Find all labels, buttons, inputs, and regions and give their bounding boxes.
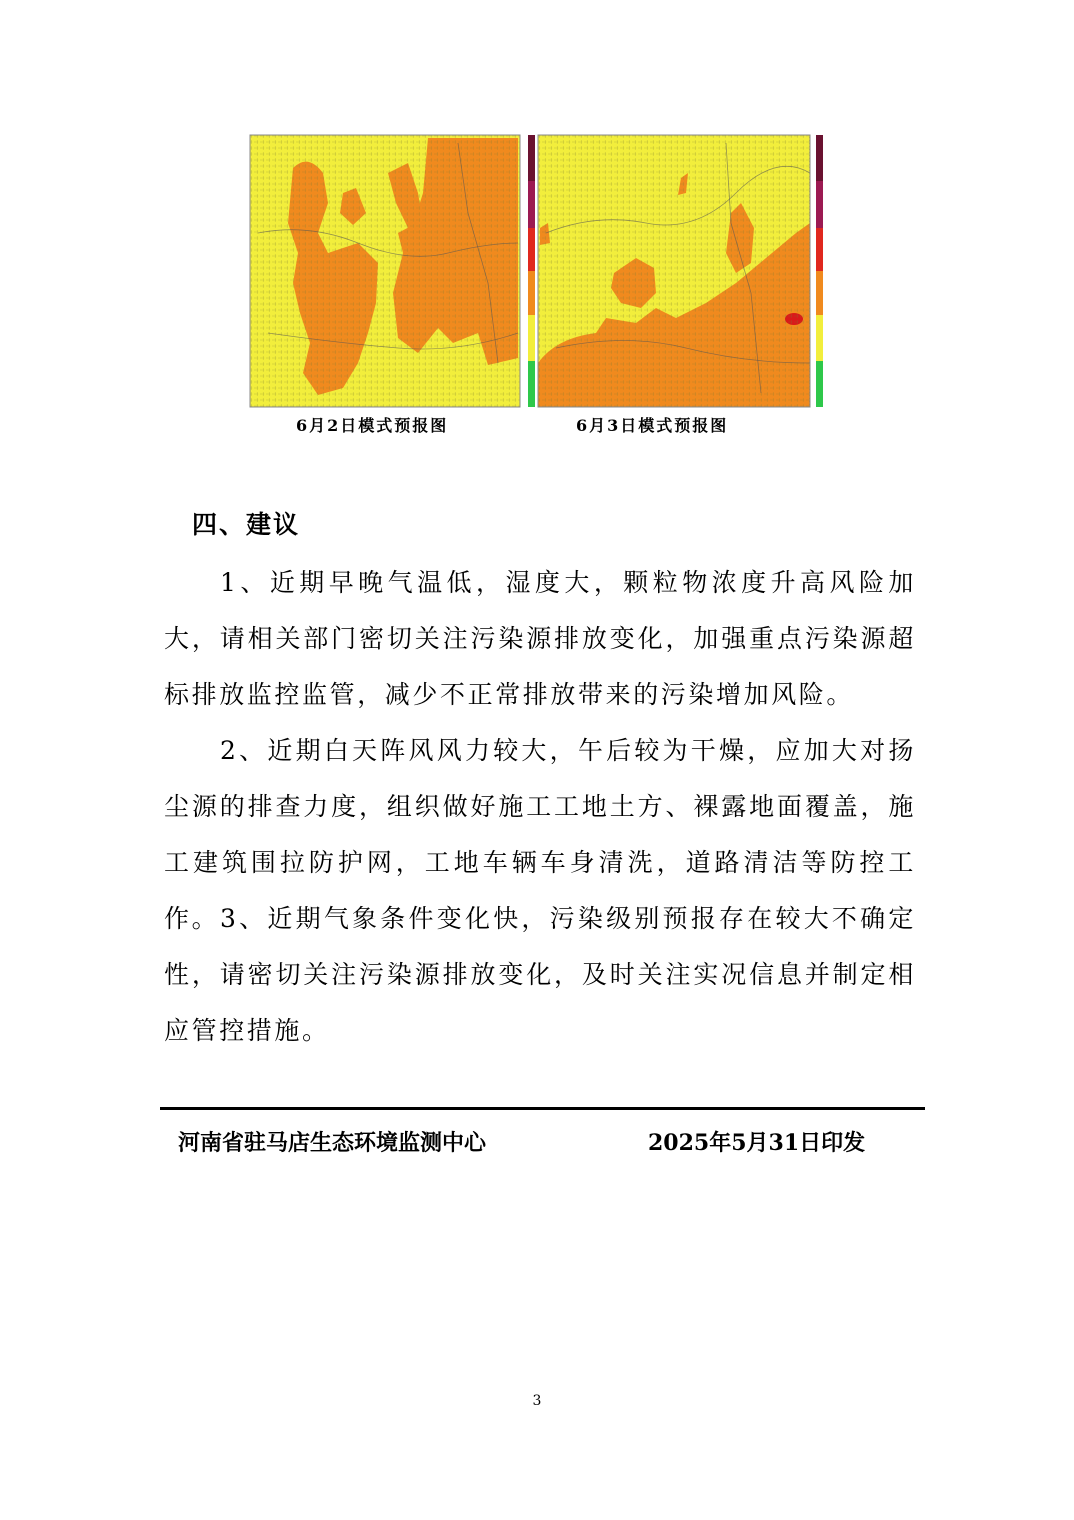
figure-caption-june-3: 6月3日模式预报图	[576, 416, 729, 435]
suggestion-paragraph-1: 1、近期早晚气温低，湿度大，颗粒物浓度升高风险加大，请相关部门密切关注污染源排放变化，加强重点污染源超标排放监控监管，减少不正常排放带来的污染增加风险。	[164, 568, 916, 709]
color-legend-bar	[528, 135, 535, 407]
forecast-map-june-2	[248, 133, 540, 409]
forecast-map-june-2-image	[248, 133, 540, 409]
suggestion-paragraph-2: 2、近期白天阵风风力较大，午后较为干燥，应加大对扬尘源的排查力度，组织做好施工工地土方、裸露地面覆盖，施工建筑围拉防护网，工地车辆车身清洗，道路清洁等防控工作。	[164, 736, 916, 933]
suggestion-paragraph-3: 3、近期气象条件变化快，污染级别预报存在较大不确定性，请密切关注污染源排放变化，及时关注实况信息并制定相应管控措施。	[164, 904, 916, 1045]
section-heading: 四、建议	[192, 510, 301, 539]
figure-caption-june-2: 6月2日模式预报图	[296, 416, 449, 435]
footer-divider	[160, 1107, 925, 1110]
wind-vector-field	[250, 135, 520, 407]
page-number: 3	[532, 1393, 542, 1409]
wind-vector-field	[538, 135, 810, 407]
color-legend-bar	[816, 135, 823, 407]
issuer-name: 河南省驻马店生态环境监测中心	[178, 1130, 487, 1156]
forecast-map-june-3	[536, 133, 828, 409]
forecast-map-june-3-image	[536, 133, 828, 409]
issue-date: 2025年5月31日印发	[648, 1130, 866, 1156]
forecast-figures	[248, 133, 828, 413]
